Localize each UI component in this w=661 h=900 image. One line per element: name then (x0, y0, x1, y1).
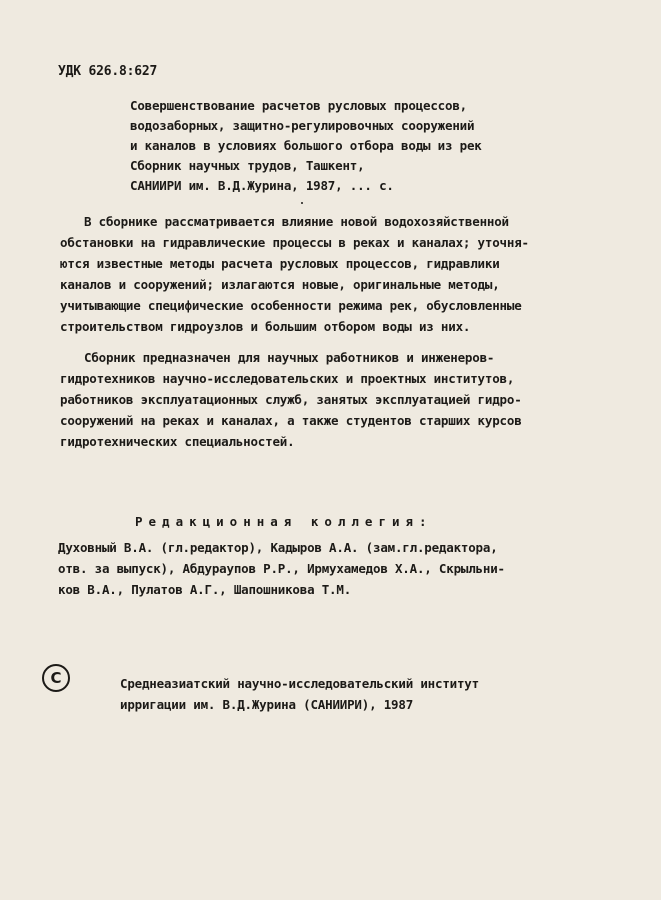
title-line-1: Совершенствование расчетов русловых процессов, (130, 98, 467, 113)
copyright-line-2: ирригации им. В.Д.Журина (САНИИРИ), 1987 (120, 697, 414, 712)
abstract-2-line-5: гидротехнических специальностей. (60, 434, 295, 449)
abstract-1-line-4: каналов и сооружений; излагаются новые, оригинальные методы, (60, 277, 500, 292)
abstract-2-line-3: работников эксплуатационных служб, занятых эксплуатацией гидро- (60, 392, 522, 407)
editorial-line-2: отв. за выпуск), Абдураупов Р.Р., Ирмухамедов Х.А., Скрыльни- (58, 561, 505, 576)
abstract-1-line-6: строительством гидроузлов и большим отбором воды из них. (60, 319, 471, 334)
title-line-2: водозаборных, защитно-регулировочных сооружений (130, 118, 475, 133)
abstract-2-line-2: гидротехников научно-исследовательских и проектных институтов, (60, 371, 515, 386)
copyright-icon: C (42, 664, 70, 692)
abstract-1-line-1: В сборнике рассматривается влияние новой водохозяйственной (84, 214, 509, 229)
title-line-5: САНИИРИ им. В.Д.Журина, 1987, ... с. (130, 178, 394, 193)
title-line-3: и каналов в условиях большого отбора воды из рек (130, 138, 482, 153)
abstract-1-line-2: обстановки на гидравлические процессы в реках и каналах; уточня- (60, 235, 529, 250)
ink-dot (301, 202, 303, 204)
udk-code: УДК 626.8:627 (58, 64, 158, 79)
abstract-2-line-4: сооружений на реках и каналах, а также студентов старших курсов (60, 413, 522, 428)
title-line-4: Сборник научных трудов, Ташкент, (130, 158, 365, 173)
copyright-line-1: Среднеазиатский научно-исследовательский институт (120, 676, 479, 691)
editorial-line-3: ков В.А., Пулатов А.Г., Шапошникова Т.М. (58, 582, 352, 597)
abstract-2-line-1: Сборник предназначен для научных работников и инженеров- (84, 350, 495, 365)
editorial-board-title: Редакционная коллегия: (135, 514, 433, 529)
editorial-line-1: Духовный В.А. (гл.редактор), Кадыров А.А. (зам.гл.редактора, (58, 540, 498, 555)
abstract-1-line-5: учитывающие специфические особенности режима рек, обусловленные (60, 298, 522, 313)
abstract-1-line-3: ются известные методы расчета русловых процессов, гидравлики (60, 256, 500, 271)
